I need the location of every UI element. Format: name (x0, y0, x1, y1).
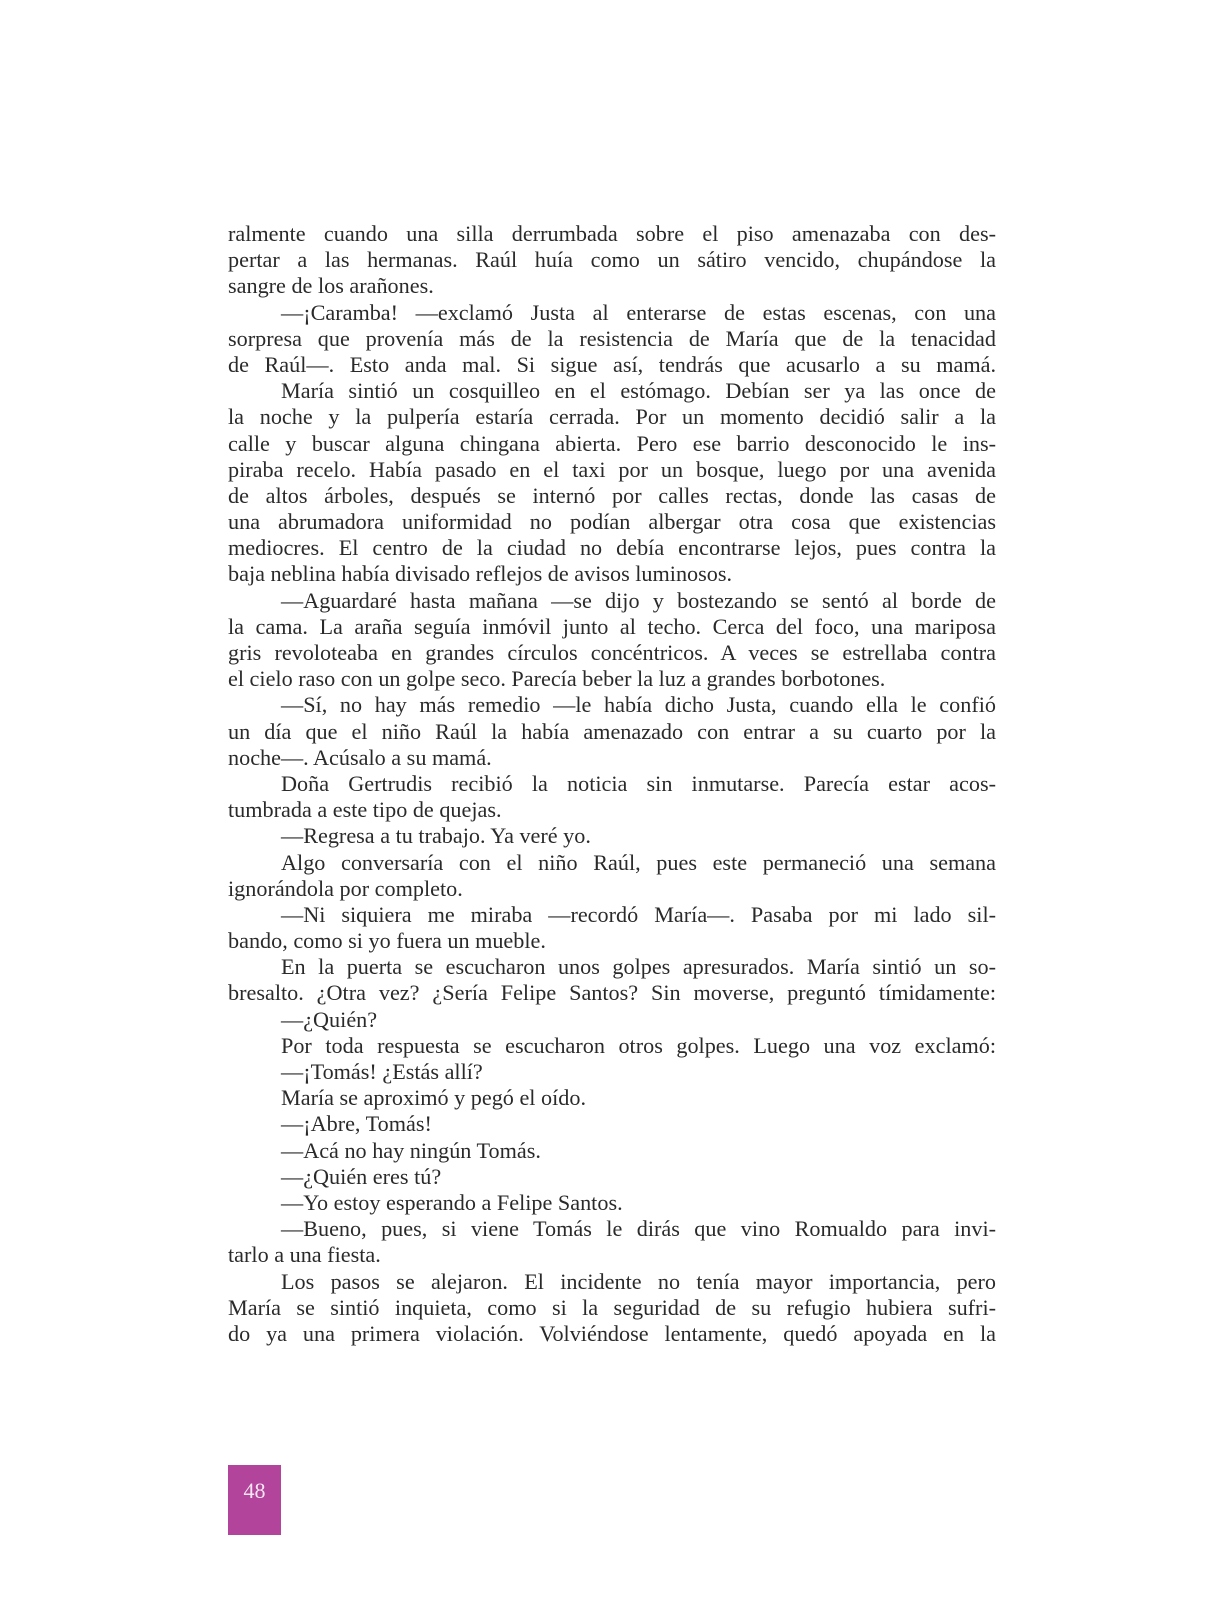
text-line: piraba recelo. Había pasado en el taxi por un bosque, luego por una avenida (228, 456, 996, 482)
text-line: la noche y la pulpería estaría cerrada. Por un momento decidió salir a la (228, 404, 996, 430)
text-line: el cielo raso con un golpe seco. Parecía beber la luz a grandes borbotones. (228, 666, 886, 692)
text-line: pertar a las hermanas. Raúl huía como un sátiro vencido, chupándose la (228, 247, 996, 273)
body-text (228, 221, 996, 1347)
text-line: En la puerta se escucharon unos golpes apresurados. María sintió un so- (281, 954, 996, 980)
text-line: la cama. La araña seguía inmóvil junto al techo. Cerca del foco, una mariposa (228, 613, 996, 639)
page-number: 48 (243, 1478, 266, 1503)
text-line: María se aproximó y pegó el oído. (281, 1085, 587, 1111)
text-line: María se sintió inquieta, como si la seguridad de su refugio hubiera sufri- (228, 1294, 996, 1320)
text-line: un día que el niño Raúl la había amenazado con entrar a su cuarto por la (228, 718, 996, 744)
text-line: Por toda respuesta se escucharon otros golpes. Luego una voz exclamó: (281, 1032, 996, 1058)
text-line: Los pasos se alejaron. El incidente no tenía mayor importancia, pero (281, 1268, 996, 1294)
text-line: Doña Gertrudis recibió la noticia sin inmutarse. Parecía estar acos- (281, 770, 996, 796)
text-line: bando, como si yo fuera un mueble. (228, 928, 546, 954)
text-line: —Regresa a tu trabajo. Ya veré yo. (281, 823, 591, 849)
text-line: gris revoloteaba en grandes círculos concéntricos. A veces se estrellaba contra (228, 640, 996, 665)
text-line: —Bueno, pues, si viene Tomás le dirás que vino Romualdo para invi- (281, 1216, 996, 1242)
text-line: María sintió un cosquilleo en el estómago. Debían ser ya las once de (281, 378, 996, 404)
text-line: sangre de los arañones. (228, 273, 434, 299)
text-line: noche—. Acúsalo a su mamá. (228, 744, 492, 770)
text-line: —¡Abre, Tomás! (281, 1111, 432, 1137)
text-line: calle y buscar alguna chingana abierta. Pero ese barrio desconocido le ins- (228, 430, 996, 456)
text-line: ralmente cuando una silla derrumbada sobre el piso amenazaba con des- (228, 221, 996, 246)
text-line: —¿Quién? (281, 1006, 378, 1032)
text-line: —Yo estoy esperando a Felipe Santos. (281, 1189, 623, 1215)
text-line: mediocres. El centro de la ciudad no debía encontrarse lejos, pues contra la (228, 535, 996, 561)
text-line: —¡Tomás! ¿Estás allí? (281, 1059, 483, 1084)
text-line: tarlo a una fiesta. (228, 1242, 381, 1268)
text-line: tumbrada a este tipo de quejas. (228, 797, 502, 823)
text-line: —Ni siquiera me miraba —recordó María—. Pasaba por mi lado sil- (281, 901, 996, 927)
text-line: bresalto. ¿Otra vez? ¿Sería Felipe Santos? Sin moverse, preguntó tímidamente: (228, 980, 996, 1006)
text-line: —¡Caramba! —exclamó Justa al enterarse de estas escenas, con una (281, 299, 996, 325)
text-line: de altos árboles, después se internó por calles rectas, donde las casas de (228, 482, 996, 508)
text-line: de Raúl—. Esto anda mal. Si sigue así, tendrás que acusarlo a su mamá. (228, 351, 996, 377)
text-line: sorpresa que provenía más de la resistencia de María que de la tenacidad (228, 325, 996, 351)
text-line: do ya una primera violación. Volviéndose lentamente, quedó apoyada en la (228, 1320, 996, 1346)
text-line: —Aguardaré hasta mañana —se dijo y bostezando se sentó al borde de (281, 587, 996, 613)
text-line: —Acá no hay ningún Tomás. (281, 1137, 541, 1163)
text-line: —Sí, no hay más remedio —le había dicho Justa, cuando ella le confió (281, 692, 996, 718)
text-line: baja neblina había divisado reflejos de avisos luminosos. (228, 561, 733, 587)
text-line: —¿Quién eres tú? (281, 1163, 442, 1189)
text-line: Algo conversaría con el niño Raúl, pues este permaneció una semana (281, 849, 996, 875)
text-line: ignorándola por completo. (228, 875, 463, 901)
page-number-badge (228, 1465, 281, 1535)
text-line: una abrumadora uniformidad no podían albergar otra cosa que existencias (228, 509, 996, 535)
